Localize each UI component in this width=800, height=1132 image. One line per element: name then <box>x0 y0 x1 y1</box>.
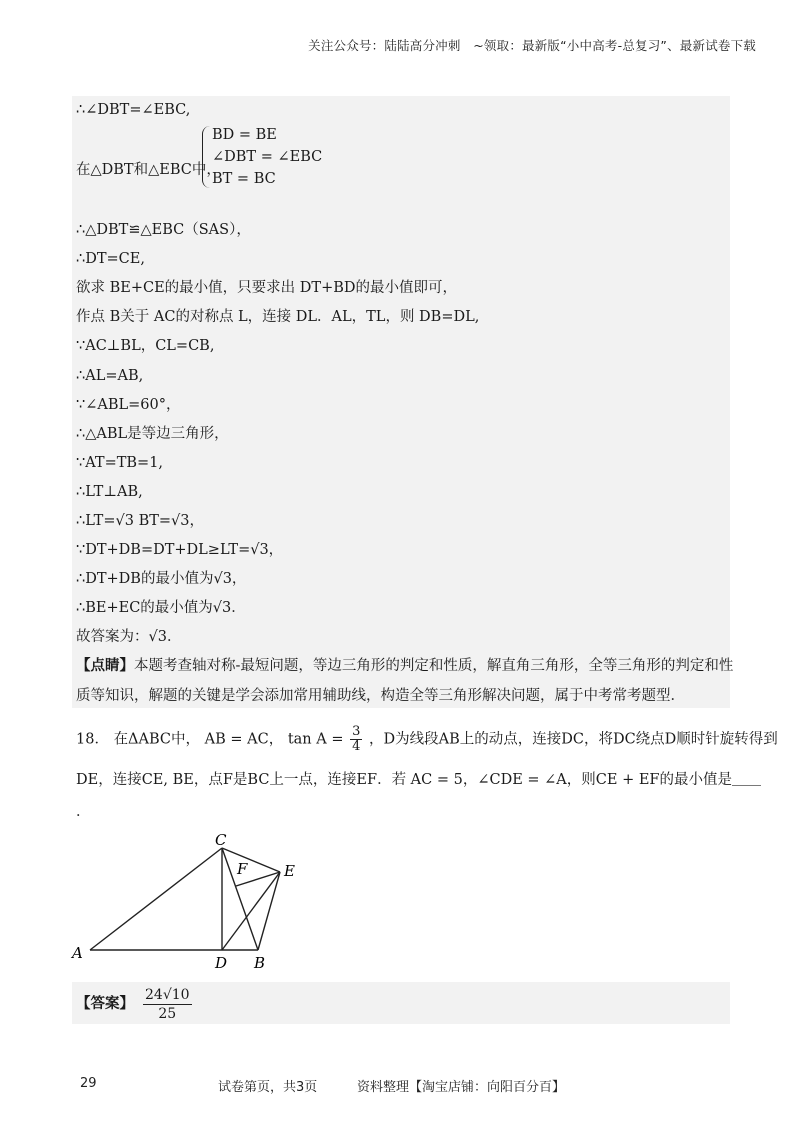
segment-CE <box>222 848 280 872</box>
solution-line: ∴DT=CE, <box>76 251 145 267</box>
label-E: E <box>284 862 295 880</box>
segment-DE <box>222 872 280 950</box>
page-header: 关注公众号：陆陆高分冲刺 ~领取：最新版“小中高考-总复习”、最新试卷下载 <box>308 38 756 53</box>
system-row: BT = BC <box>212 171 276 187</box>
page-number: 29 <box>80 1076 97 1091</box>
solution-line: ∴LT=√3 BT=√3， <box>76 513 205 529</box>
system-row: ∠DBT = ∠EBC <box>212 149 323 165</box>
problem-number: 18． <box>76 731 109 748</box>
answer-numerator: 24√10 <box>145 987 190 1003</box>
solution-line: 故答案为：√3． <box>76 629 182 645</box>
solution-line: ∵AC⊥BL，CL=CB, <box>76 338 215 354</box>
comment-label: 【点睛】 <box>76 657 134 674</box>
comment-text: 本题考查轴对称-最短问题，等边三角形的判定和性质，解直角三角形，全等三角形的判定和性 <box>134 658 734 674</box>
tan-fraction: $\frac{3}{4}$ <box>352 724 361 754</box>
label-F: F <box>237 860 248 878</box>
solution-line: 在△DBT和△EBC中， <box>76 162 221 178</box>
solution-line: ∴∠DBT=∠EBC, <box>76 102 191 118</box>
problem-statement-line: 18． 在ΔABC中， AB = AC， tan A = $\frac{3}{4}$ ，D为线段AB上的动点，连接DC，将DC绕点D顺时针旋转得到 <box>76 724 778 754</box>
source-info: 资料整理【淘宝店铺：向阳百分百】 <box>357 1080 566 1095</box>
problem-statement-line: DE，连接CE, BE，点F是BC上一点，连接EF．若 AC = 5，∠CDE = ∠A，则CE + EF的最小值是＿＿ <box>76 772 761 788</box>
page-info: 试卷第页，共3页 <box>218 1080 318 1095</box>
solution-line: 欲求 BE+CE的最小值，只要求出 DT+BD的最小值即可， <box>76 280 458 296</box>
solution-line: ∴DT+DB的最小值为√3， <box>76 571 247 587</box>
geometry-figure <box>60 828 340 978</box>
solution-line: ∴BE+EC的最小值为√3． <box>76 600 246 616</box>
label-A: A <box>72 944 83 962</box>
problem-statement-line: ． <box>76 804 91 820</box>
comment-line: 质等知识，解题的关键是学会添加常用辅助线，构造全等三角形解决问题，属于中考常考题型． <box>76 688 685 704</box>
solution-line: ∴AL=AB, <box>76 368 144 384</box>
solution-line: 作点 B关于 AC的对称点 L，连接 DL．AL，TL，则 DB=DL, <box>76 309 480 325</box>
label-B: B <box>254 954 266 972</box>
system-row: BD = BE <box>212 127 277 143</box>
segment-AC <box>90 848 222 950</box>
equation-system <box>206 124 322 190</box>
solution-line: ∴LT⊥AB, <box>76 484 143 500</box>
segment-BE <box>258 872 280 950</box>
solution-line: ∵DT+DB=DT+DL≥LT=√3， <box>76 542 284 558</box>
solution-line: ∵∠ABL=60°， <box>76 397 181 413</box>
brace-symbol <box>202 126 211 188</box>
solution-line: ∵AT=TB=1, <box>76 455 164 471</box>
label-D: D <box>215 954 228 972</box>
solution-line: ∴△ABL是等边三角形， <box>76 426 229 442</box>
answer-label: 【答案】 <box>76 995 134 1012</box>
comment-line <box>76 656 733 676</box>
label-C: C <box>215 831 227 849</box>
answer-denominator: 25 <box>158 1006 177 1022</box>
answer-fraction <box>143 986 192 1023</box>
solution-line: ∴△DBT≌△EBC（SAS）， <box>76 222 251 238</box>
